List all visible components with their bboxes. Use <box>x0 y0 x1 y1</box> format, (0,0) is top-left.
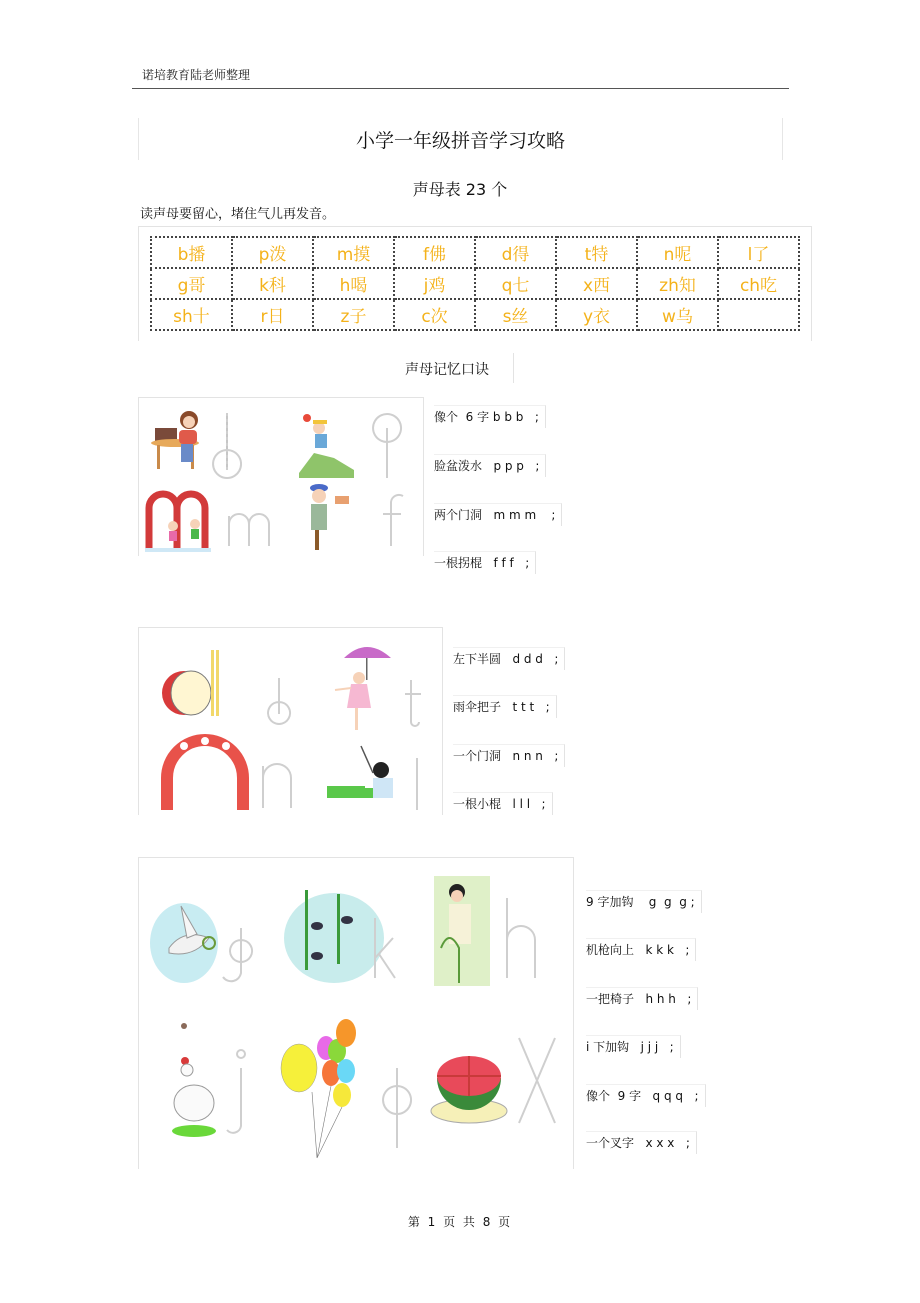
table-cell: l了 <box>718 237 799 268</box>
rhyme-line: 左下半圆 d d d ; <box>453 647 565 670</box>
red-arch-icon <box>167 737 243 810</box>
letter-q-trace-icon <box>383 1068 411 1148</box>
boy-climbing-icon <box>299 414 354 478</box>
table-cell: ch吃 <box>718 268 799 299</box>
arch-door-icon <box>145 494 211 552</box>
table-cell: g哥 <box>151 268 232 299</box>
table-cell: b播 <box>151 237 232 268</box>
rhyme-line: 像个 6 字 b b b ; <box>434 405 546 428</box>
table-cell: t特 <box>556 237 637 268</box>
illustration-gkhjqx <box>138 857 574 1169</box>
woman-chair-icon <box>434 876 490 986</box>
table-cell: m摸 <box>313 237 394 268</box>
table-row <box>151 268 799 299</box>
rhyme-line: 9 字加钩 g g g ; <box>586 890 702 913</box>
table-cell: c次 <box>394 299 475 330</box>
illustration-bpmf <box>138 397 424 556</box>
table-cell: y衣 <box>556 299 637 330</box>
table-cell: d得 <box>475 237 556 268</box>
table-cell: n呢 <box>637 237 718 268</box>
letter-m-trace-icon <box>229 514 269 546</box>
letter-f-trace-icon <box>383 495 403 546</box>
table-row <box>151 237 799 268</box>
dove-icon <box>150 903 218 983</box>
initials-table-frame <box>138 226 812 341</box>
rhyme-line: 雨伞把子 t t t ; <box>453 695 557 718</box>
table-row <box>151 299 799 330</box>
letter-t-trace-icon <box>405 680 421 726</box>
header-divider <box>132 88 789 89</box>
divider <box>513 353 514 383</box>
letter-b-trace-icon <box>213 413 241 478</box>
table-cell <box>718 299 799 330</box>
mnemonic-section-title: 声母记忆口诀 <box>405 362 489 378</box>
table-cell: s丝 <box>475 299 556 330</box>
boy-drumming-icon <box>327 746 393 798</box>
rhyme-line: 一根小棍 l l l ; <box>453 792 553 815</box>
rhyme-line: 一个叉字 x x x ; <box>586 1131 697 1154</box>
page-title: 小学一年级拼音学习攻略 <box>355 130 565 152</box>
table-cell: q七 <box>475 268 556 299</box>
page-number-footer: 第 1 页 共 8 页 <box>407 1215 513 1229</box>
table-cell: h喝 <box>313 268 394 299</box>
table-cell: x西 <box>556 268 637 299</box>
letter-h-trace-icon <box>507 898 535 978</box>
illustration-dtnl <box>138 627 443 815</box>
rhyme-line: 脸盆泼水 p p p ; <box>434 454 546 477</box>
tadpoles-icon <box>284 890 384 983</box>
rhyme-line: 一根拐棍 f f f ; <box>434 551 536 574</box>
rhyme-line: 两个门洞 m m m ; <box>434 503 562 526</box>
rhyme-line: 一个门洞 n n n ; <box>453 744 565 767</box>
rhyme-line: i 下加钩 j j j ; <box>586 1035 681 1058</box>
letter-j-trace-icon <box>227 1050 245 1133</box>
rhyme-line: 像个 9 字 q q q ; <box>586 1084 706 1107</box>
table-cell: w乌 <box>637 299 718 330</box>
page-header-author: 诺培教育陆老师整理 <box>142 68 251 82</box>
title-box <box>138 118 783 160</box>
table-cell: f佛 <box>394 237 475 268</box>
rhyme-line: 一把椅子 h h h ; <box>586 987 698 1010</box>
letter-n-trace-icon <box>263 764 291 808</box>
old-man-cane-icon <box>310 484 349 550</box>
table-cell: z子 <box>313 299 394 330</box>
table-cell: k科 <box>232 268 313 299</box>
letter-d-trace-icon <box>268 678 290 724</box>
balloons-icon <box>281 1019 356 1158</box>
watermelon-icon <box>431 1056 507 1123</box>
table-cell: j鸡 <box>394 268 475 299</box>
initials-table <box>150 236 800 331</box>
intro-text: 读声母要留心，堵住气儿再发音。 <box>140 207 336 222</box>
girl-radio-icon <box>151 411 199 469</box>
girl-umbrella-icon <box>335 647 391 730</box>
drum-sticks-icon <box>162 650 219 716</box>
letter-p-trace-icon <box>373 414 401 478</box>
letter-x-trace-icon <box>519 1038 555 1123</box>
letter-g-trace-icon <box>223 928 252 981</box>
table-cell: zh知 <box>637 268 718 299</box>
table-cell: sh十 <box>151 299 232 330</box>
section-subtitle: 声母表 23 个 <box>412 180 508 199</box>
table-cell: p泼 <box>232 237 313 268</box>
rhyme-line: 机枪向上 k k k ; <box>586 938 696 961</box>
hen-icon <box>172 1023 216 1137</box>
table-cell: r日 <box>232 299 313 330</box>
